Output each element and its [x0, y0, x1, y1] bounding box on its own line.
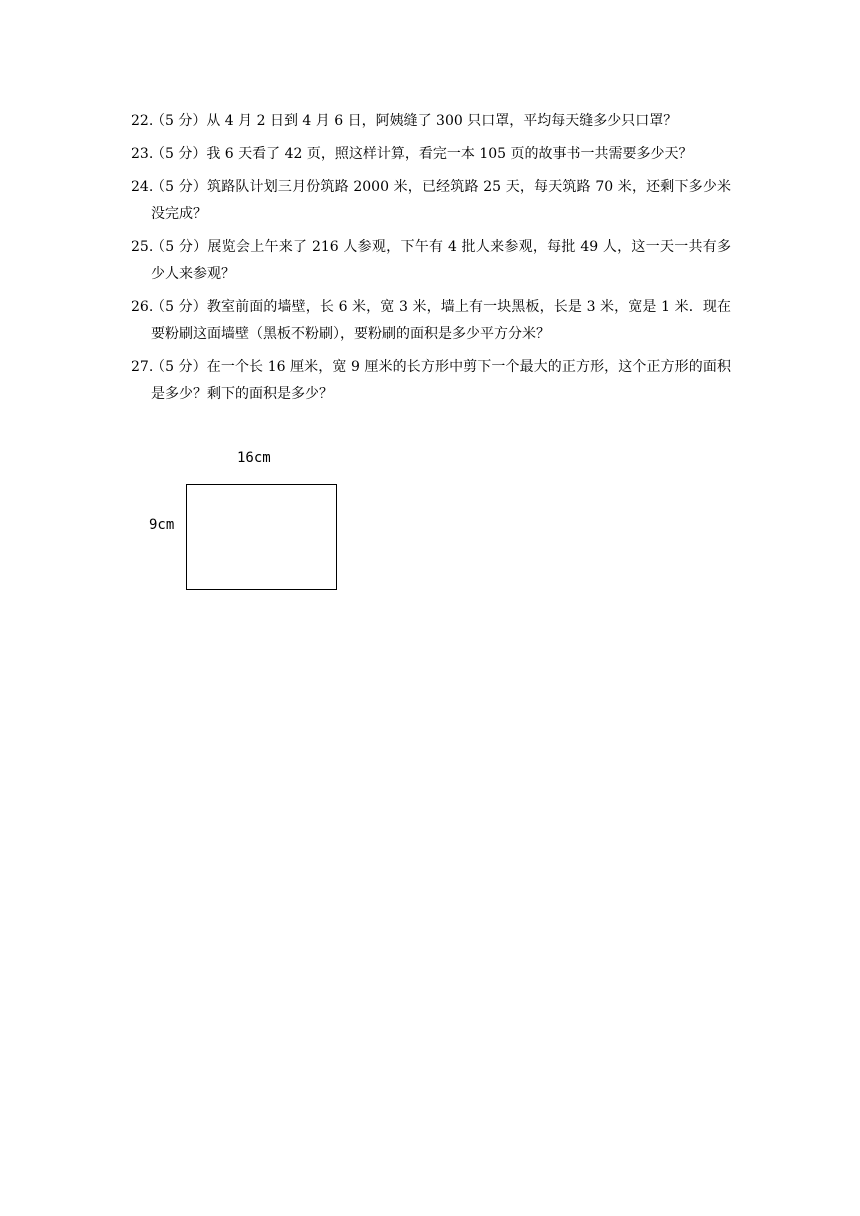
problem-number: 25.: [131, 239, 154, 255]
problem-text: （5 分）我 6 天看了 42 页，照这样计算，看完一本 105 页的故事书一共需要多少天？: [151, 146, 693, 162]
problem-text: （5 分）从 4 月 2 日到 4 月 6 日，阿姨缝了 300 只口罩，平均每天缝多少只口罩？: [151, 113, 678, 129]
problem-number: 27.: [131, 359, 154, 375]
problem-text: （5 分）展览会上午来了 216 人参观，下午有 4 批人来参观，每批 49 人，这一天一共有多少人来参观？: [151, 239, 731, 282]
problem-number: 23.: [131, 146, 154, 162]
problem-text: （5 分）筑路队计划三月份筑路 2000 米，已经筑路 25 天，每天筑路 70 米，还剩下多少米没完成？: [151, 179, 731, 222]
problem-text: （5 分）在一个长 16 厘米，宽 9 厘米的长方形中剪下一个最大的正方形，这个正方形的面积是多少？剩下的面积是多少？: [151, 359, 731, 402]
problem-list: [131, 108, 731, 414]
problem-26: [131, 294, 731, 348]
problem-27: [131, 354, 731, 408]
problem-number: 26.: [131, 299, 154, 315]
problem-25: [131, 234, 731, 288]
problem-number: 22.: [131, 113, 154, 129]
rectangle-height-label: 9cm: [149, 517, 175, 533]
problem-text: （5 分）教室前面的墙壁，长 6 米，宽 3 米，墙上有一块黑板，长是 3 米，宽是 1 米．现在要粉刷这面墙壁（黑板不粉刷），要粉刷的面积是多少平方分米？: [151, 299, 731, 342]
problem-22: [131, 108, 731, 135]
problem-23: [131, 141, 731, 168]
problem-number: 24.: [131, 179, 154, 195]
rectangle-figure: [148, 446, 348, 596]
rectangle-width-label: 16cm: [237, 450, 271, 466]
problem-24: [131, 174, 731, 228]
rectangle-shape: [186, 484, 337, 590]
